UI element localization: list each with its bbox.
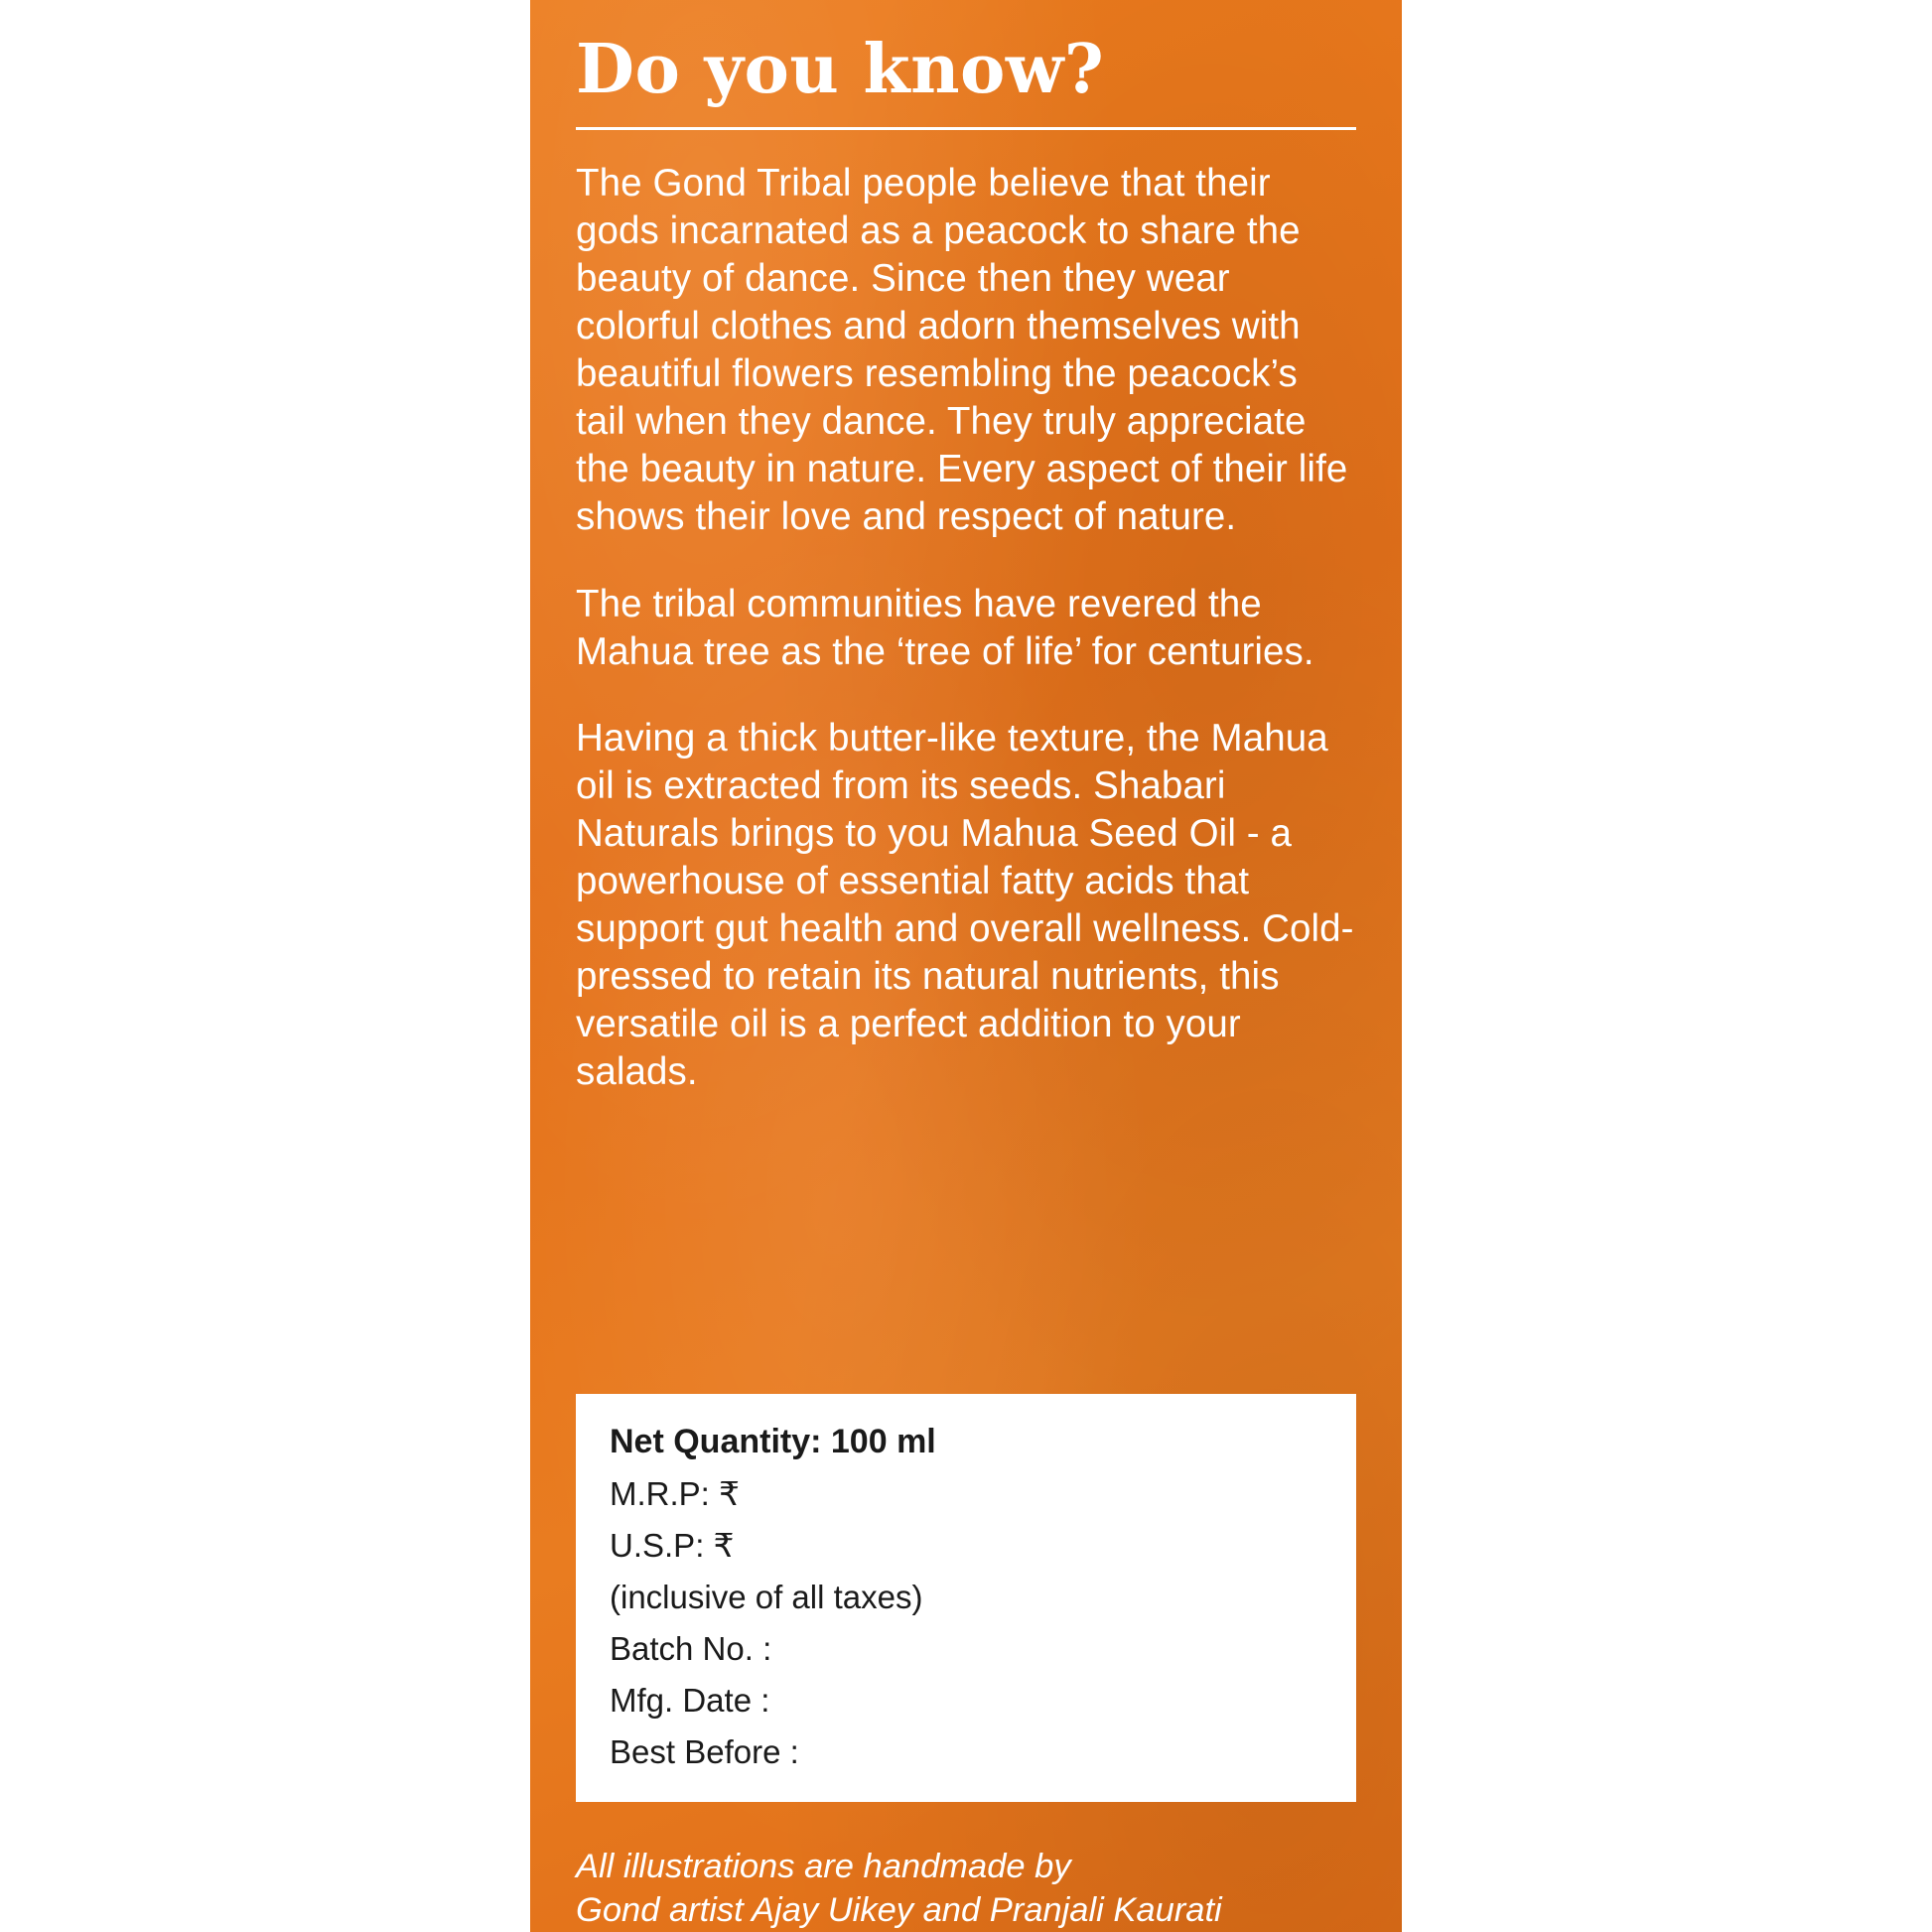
paragraph-mahua-tree: The tribal communities have revered the Mahua tree as the ‘tree of life’ for centuries. bbox=[576, 582, 1314, 673]
credit-line-1: All illustrations are handmade by bbox=[576, 1848, 1071, 1885]
illustration-credit bbox=[576, 1845, 1370, 1932]
info-net-quantity: Net Quantity: 100 ml bbox=[610, 1423, 936, 1460]
info-mfg-date: Mfg. Date : bbox=[610, 1682, 770, 1719]
page-title: Do you know? bbox=[576, 30, 1105, 109]
info-usp: U.S.P: ₹ bbox=[610, 1527, 735, 1564]
info-mrp: M.R.P: ₹ bbox=[610, 1475, 741, 1512]
credit-line-2: Gond artist Ajay Uikey and Pranjali Kaurati bbox=[576, 1891, 1222, 1930]
product-info-box bbox=[576, 1394, 1356, 1802]
info-best-before: Best Before : bbox=[610, 1733, 799, 1770]
paragraph-mahua-oil: Having a thick butter-like texture, the Mahua oil is extracted from its seeds. Shabari Naturals brings to you Mahua Seed Oil - a powerhouse of essential fatty acids that support gut health and overall wellness. Cold-pressed to retain its natural nutrients, this versatile oil is a perfect addition to your salads. bbox=[576, 717, 1354, 1093]
body-copy bbox=[576, 130, 1356, 1096]
info-batch-no: Batch No. : bbox=[610, 1630, 772, 1667]
info-taxes-note: (inclusive of all taxes) bbox=[610, 1579, 923, 1615]
paragraph-gond-tribal: The Gond Tribal people believe that their gods incarnated as a peacock to share the beauty of dance. Since then they wear colorful clothes and adorn themselves with beautiful flowers resembling the peacock’s tail when they dance. They truly appreciate the beauty in nature. Every aspect of their life shows their love and respect of nature. bbox=[576, 162, 1348, 538]
